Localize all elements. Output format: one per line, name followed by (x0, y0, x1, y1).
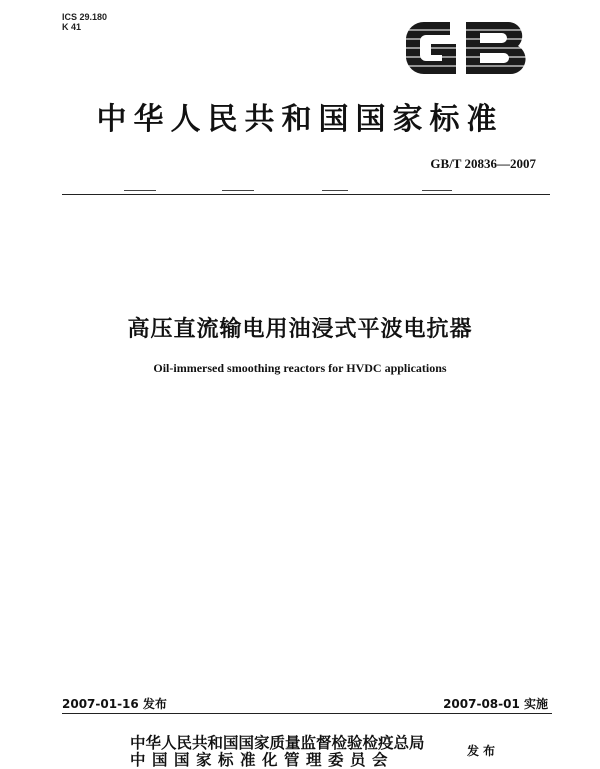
category-code: K 41 (62, 22, 82, 32)
issue-date: 2007-01-16 发布 (62, 697, 167, 711)
document-title-english: Oil-immersed smoothing reactors for HVDC applications (153, 361, 447, 375)
issuer-sac: 中国国家标准化管理委员会 (130, 750, 395, 769)
ics-code: ICS 29.180 (62, 12, 108, 22)
issue-label: 发布 (467, 744, 500, 758)
issuing-authorities (130, 734, 425, 768)
bottom-divider (62, 713, 552, 714)
implementation-date: 2007-08-01 实施 (443, 697, 548, 711)
standard-number: GB/T 20836—2007 (430, 156, 536, 171)
national-standard-title: 中华人民共和国国家标准 (96, 102, 504, 137)
top-divider (62, 194, 550, 195)
gb-logo (400, 16, 532, 80)
classification-codes (62, 12, 107, 32)
document-title-chinese: 高压直流输电用油浸式平波电抗器 (127, 317, 473, 342)
issuer-aqsiq: 中华人民共和国国家质量监督检验检疫总局 (130, 733, 425, 752)
